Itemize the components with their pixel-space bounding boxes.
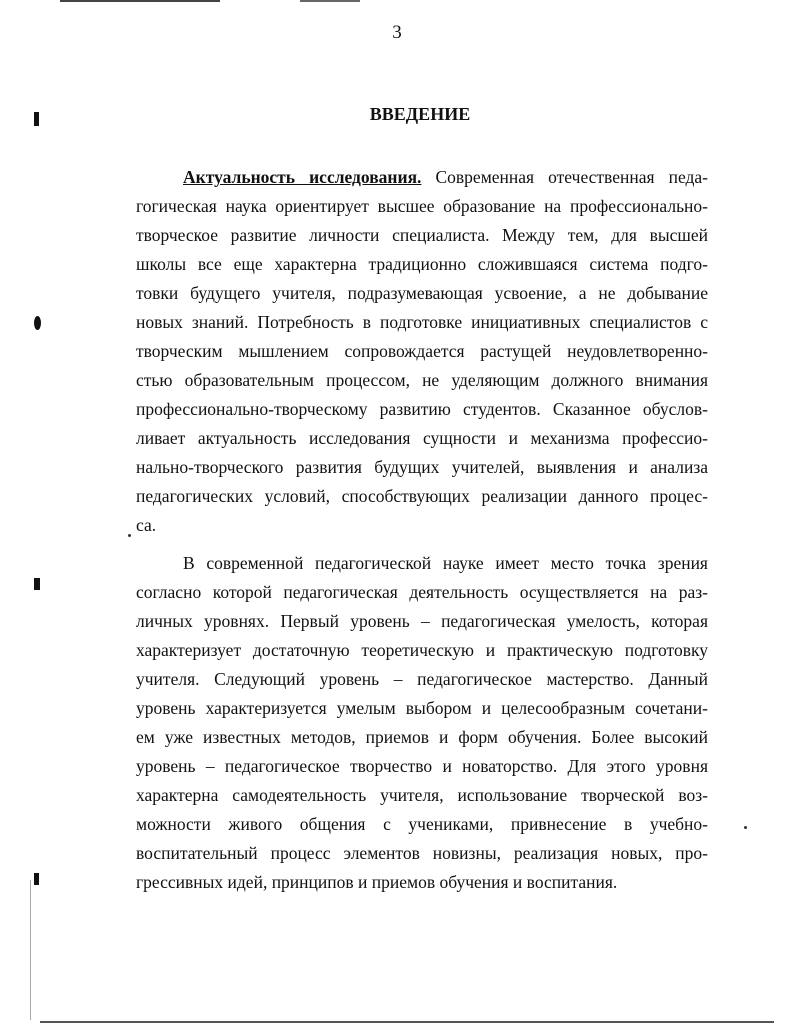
- paragraph-line: профессионально-творческому развитию студентов. Сказанное обуслов-: [136, 399, 708, 419]
- paragraph-line: педагогических условий, способствующих реализации данного процес-: [136, 486, 708, 506]
- paragraph-line: стью образовательным процессом, не уделяющим должного внимания: [136, 370, 708, 390]
- paragraph-line: ем уже известных методов, приемов и форм обучения. Более высокий: [136, 727, 708, 747]
- paragraph-line: товки будущего учителя, подразумевающая усвоение, а не добывание: [136, 283, 708, 303]
- binding-mark: [34, 316, 41, 330]
- paragraph-line: творческим мышлением сопровождается растущей неудовлетворенно-: [136, 341, 708, 361]
- paragraph-line: учителя. Следующий уровень – педагогическое мастерство. Данный: [136, 669, 708, 689]
- paragraph-line: уровень характеризуется умелым выбором и целесообразным сочетани-: [136, 698, 708, 718]
- page-number: 3: [392, 22, 402, 43]
- paragraph-line: нально-творческого развития будущих учителей, выявления и анализа: [136, 457, 708, 477]
- paragraph-line: В современной педагогической науке имеет место точка зрения: [183, 553, 708, 573]
- lead-phrase: Актуальность исследования.: [183, 167, 422, 187]
- scan-edge-left: [30, 880, 31, 1020]
- paragraph-line: творческое развитие личности специалиста. Между тем, для высшей: [136, 225, 708, 245]
- scan-speck: [744, 826, 747, 829]
- paragraph-line: школы все еще характерна традиционно сложившаяся система подго-: [136, 254, 708, 274]
- scan-edge-top: [60, 0, 220, 2]
- paragraph-line: гогическая наука ориентирует высшее образование на профессионально-: [136, 196, 708, 216]
- scan-speck: [128, 534, 131, 537]
- paragraph-line: личных уровнях. Первый уровень – педагогическая умелость, которая: [136, 611, 708, 631]
- paragraph-line: са.: [136, 515, 157, 535]
- scan-edge-top-segment: [300, 0, 360, 2]
- section-heading: ВВЕДЕНИЕ: [369, 104, 471, 124]
- scan-edge-bottom: [40, 1021, 774, 1023]
- paragraph-line: уровень – педагогическое творчество и новаторство. Для этого уровня: [136, 756, 708, 776]
- paragraph-line: грессивных идей, принципов и приемов обучения и воспитания.: [136, 872, 618, 892]
- paragraph-line: согласно которой педагогическая деятельность осуществляется на раз-: [136, 582, 708, 602]
- paragraph-line: воспитательный процесс элементов новизны, реализация новых, про-: [136, 843, 708, 863]
- paragraph-line: новых знаний. Потребность в подготовке инициативных специалистов с: [136, 312, 708, 332]
- paragraph-line: характерна самодеятельность учителя, использование творческой воз-: [136, 785, 708, 805]
- paragraph-line: Актуальность исследования. Современная отечественная педа-: [183, 167, 708, 187]
- paragraph-line: характеризует достаточную теоретическую и практическую подготовку: [136, 640, 708, 660]
- paragraph-line: ливает актуальность исследования сущности и механизма профессио-: [136, 428, 708, 448]
- binding-mark: [34, 578, 40, 590]
- binding-mark: [34, 873, 39, 885]
- paragraph-line: можности живого общения с учениками, привнесение в учебно-: [136, 814, 708, 834]
